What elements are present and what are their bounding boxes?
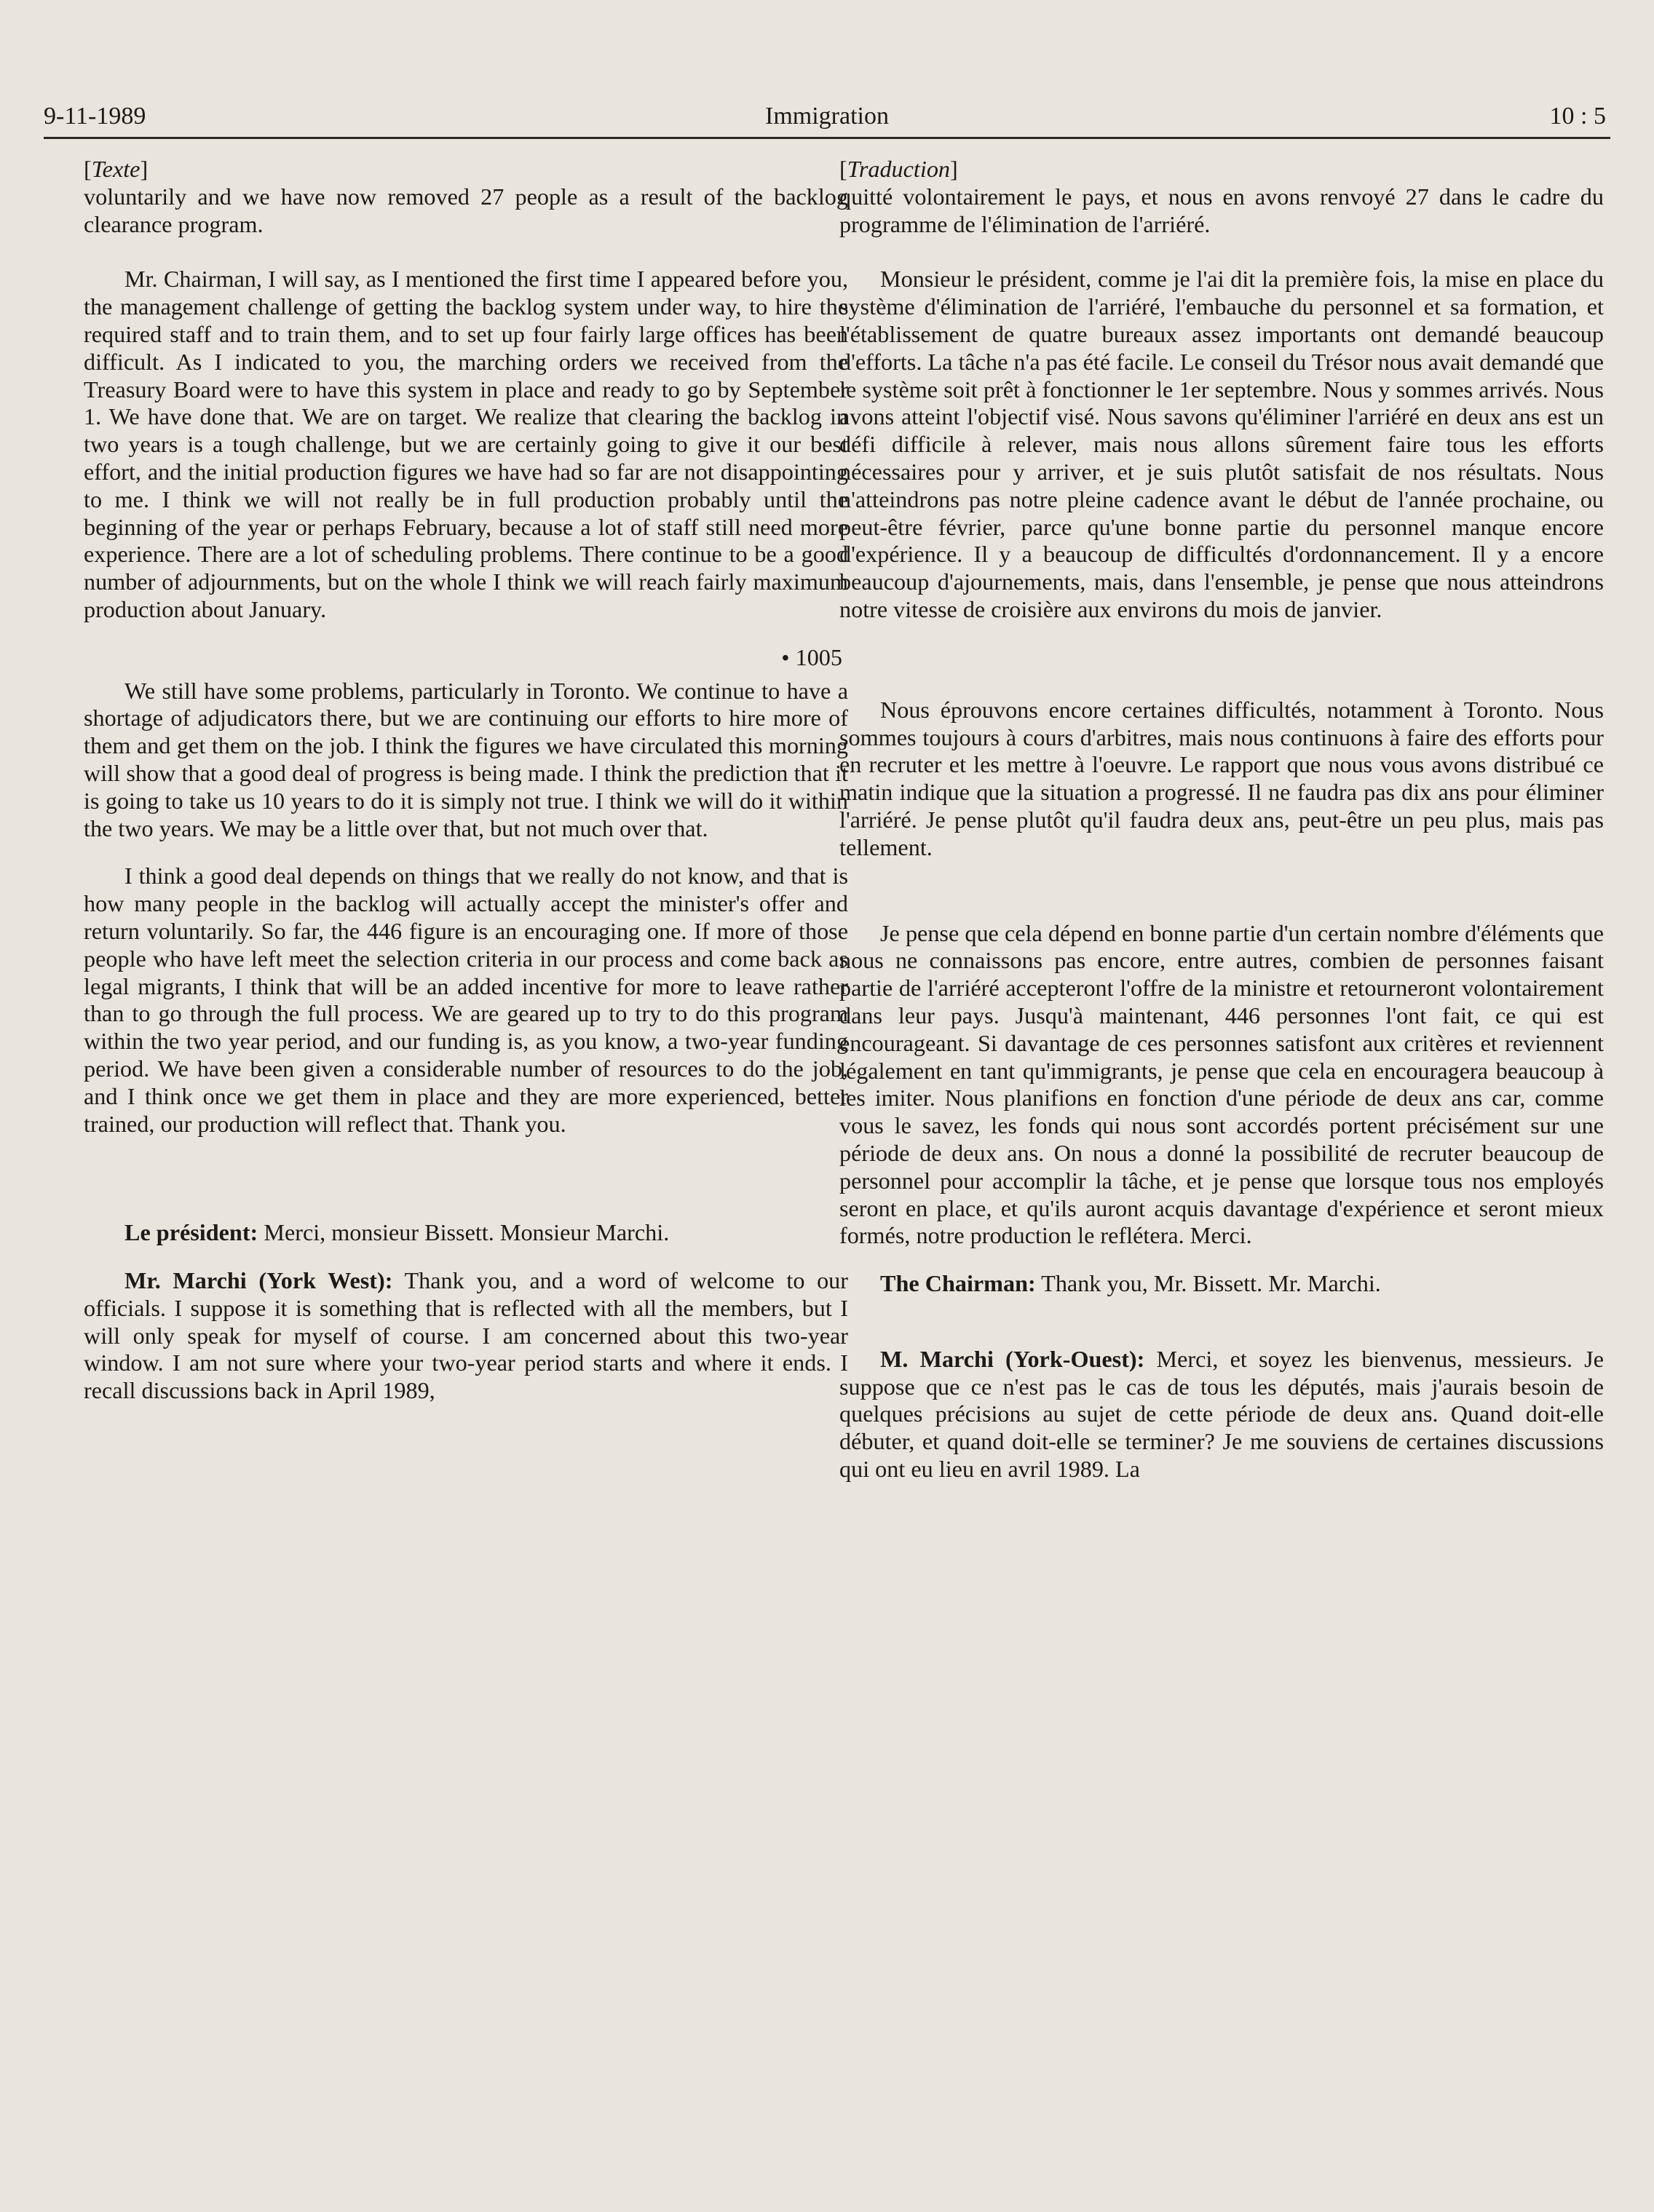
- header-page-number: 10 : 5: [1549, 103, 1606, 130]
- speech-text: Thank you, and a word of welcome to our officials. I suppose it is something that is reflected with all the members, but I will only speak for myself of course. I am concerned about this two-year window. I am not sure where your two-year period starts and where it ends. I recall discussions back in April 1989,: [84, 1267, 848, 1404]
- speech-text: Thank you, Mr. Bissett. Mr. Marchi.: [1035, 1270, 1381, 1297]
- header-title: Immigration: [765, 103, 889, 130]
- header-date: 9-11-1989: [44, 103, 146, 130]
- speaker-paragraph: [84, 1267, 848, 1405]
- paragraph: We still have some problems, particularly in Toronto. We continue to have a shortage of adjudicators there, but we are continuing our efforts to hire more of them and get them on the job. I think the figures we have circulated this morning will show that a good deal of progress is being made. I think the prediction that it is going to take us 10 years to do it is simply not true. I think we will do it within the two years. We may be a little over that, but not much over that.: [84, 677, 848, 841]
- speech-text: Merci, et soyez les bienvenus, messieurs. Je suppose que ce n'est pas le cas de tous les députés, mais j'aurais besoin de quelques précisions au sujet de cette période de deux ans. Quand doit-elle débuter, et quand doit-elle se terminer? Je me souviens de certaines discussions qui ont eu lieu en avril 1989. La: [839, 1345, 1604, 1483]
- paragraph: Monsieur le président, comme je l'ai dit la première fois, la mise en place du système d'élimination de l'arriéré, l'embauche du personnel et sa formation, et l'établissement de quatre bureaux assez importants ont demandé beaucoup d'efforts. La tâche n'a pas été facile. Le conseil du Trésor nous avait demandé que le système soit prêt à fonctionner le 1er septembre. Nous y sommes arrivés. Nous avons atteint l'objectif visé. Nous savons qu'éliminer l'arriéré en deux ans est un défi difficile à relever, mais nous allons sûrement faire tous les efforts nécessaires pour y arriver, et je suis plutôt satisfait de nos résultats. Nous n'atteindrons pas notre pleine cadence avant le début de l'année prochaine, ou peut-être février, parce qu'une bonne partie du personnel manque encore d'expérience. Il y a beaucoup de difficultés d'ordonnancement. Il y a encore beaucoup d'ajournements, mais, dans l'ensemble, je pense que nous atteindrons notre vitesse de croisière aux environs du mois de janvier.: [839, 266, 1604, 622]
- speaker-paragraph: [839, 1270, 1604, 1298]
- speaker-name: Le président:: [124, 1219, 258, 1246]
- paragraph: Je pense que cela dépend en bonne partie d'un certain nombre d'éléments que nous ne connaissons pas encore, entre autres, combien de personnes faisant partie de l'arriéré accepteront l'offre de la ministre et retourneront volontairement dans leur pays. Jusqu'à maintenant, 446 personnes l'ont fait, ce qui est encourageant. Si davantage de ces personnes satisfont aux critères et reviennent légalement en tant qu'immigrants, je pense que cela en encouragera beaucoup à les imiter. Nous planifions en fonction d'une période de deux ans car, comme vous le savez, les fonds qui nous sont accordés portent précisément sur une période de deux ans. On nous a donné la possibilité de recruter beaucoup de personnel pour accomplir la tâche, et je pense que lorsque tous nos employés seront en place, et qu'ils auront acquis davantage d'expérience et seront mieux formés, notre production le reflétera. Merci.: [839, 919, 1604, 1249]
- french-column: [839, 156, 1604, 2179]
- section-label-text: Traduction: [847, 156, 951, 182]
- speech-text: Merci, monsieur Bissett. Monsieur Marchi.: [258, 1219, 670, 1246]
- time-marker: • 1005: [781, 643, 842, 670]
- paragraph: I think a good deal depends on things that we really do not know, and that is how many people in the backlog will actually accept the minister's offer and return voluntarily. So far, the 446 figure is an encouraging one. If more of those people who have left meet the selection criteria in our process and come back as legal migrants, I think that will be an added incentive for more to leave rather than to go through the full process. We are geared up to try to do this program within the two year period, and our funding is, as you know, a two-year funding period. We have been given a considerable number of resources to do the job, and I think once we get them in place and they are more experienced, better trained, our production will reflect that. Thank you.: [84, 863, 848, 1137]
- speaker-name: M. Marchi (York-Ouest):: [880, 1345, 1145, 1372]
- speaker-paragraph: [839, 1346, 1604, 1483]
- page-header: [44, 100, 1610, 139]
- section-label-texte: [Texte]: [84, 156, 149, 182]
- speaker-name: Mr. Marchi (York West):: [124, 1267, 393, 1294]
- section-label-text: Texte: [91, 156, 141, 182]
- paragraph: quitté volontairement le pays, et nous en avons renvoyé 27 dans le cadre du programme de l'élimination de l'arriéré.: [839, 183, 1604, 237]
- paragraph: Nous éprouvons encore certaines difficultés, notamment à Toronto. Nous sommes toujours à cours d'arbitres, mais nous continuons à faire des efforts pour en recruter et les mettre à l'oeuvre. Le rapport que nous vous avons distribué ce matin indique que la situation a progressé. Il ne faudra pas dix ans pour éliminer l'arriéré. Je pense plutôt qu'il faudra deux ans, peut-être un peu plus, mais pas tellement.: [839, 696, 1604, 860]
- section-label-traduction: [Traduction]: [839, 156, 958, 182]
- paragraph: Mr. Chairman, I will say, as I mentioned the first time I appeared before you, the management challenge of getting the backlog system under way, to hire the required staff and to train them, and to set up four fairly large offices has been difficult. As I indicated to you, the marching orders we received from the Treasury Board were to have this system in place and ready to go by September 1. We have done that. We are on target. We realize that clearing the backlog in two years is a tough challenge, but we are certainly going to give it our best effort, and the initial production figures we have had so far are not disappointing to me. I think we will not really be in full production probably until the beginning of the year or perhaps February, because a lot of staff still need more experience. There are a lot of scheduling problems. There continue to be a good number of adjournments, but on the whole I think we will reach fairly maximum production about January.: [84, 266, 848, 622]
- speaker-paragraph: [84, 1219, 848, 1247]
- speaker-name: The Chairman:: [880, 1270, 1036, 1297]
- english-column: [84, 156, 848, 2179]
- paragraph: voluntarily and we have now removed 27 people as a result of the backlog clearance program.: [84, 183, 848, 237]
